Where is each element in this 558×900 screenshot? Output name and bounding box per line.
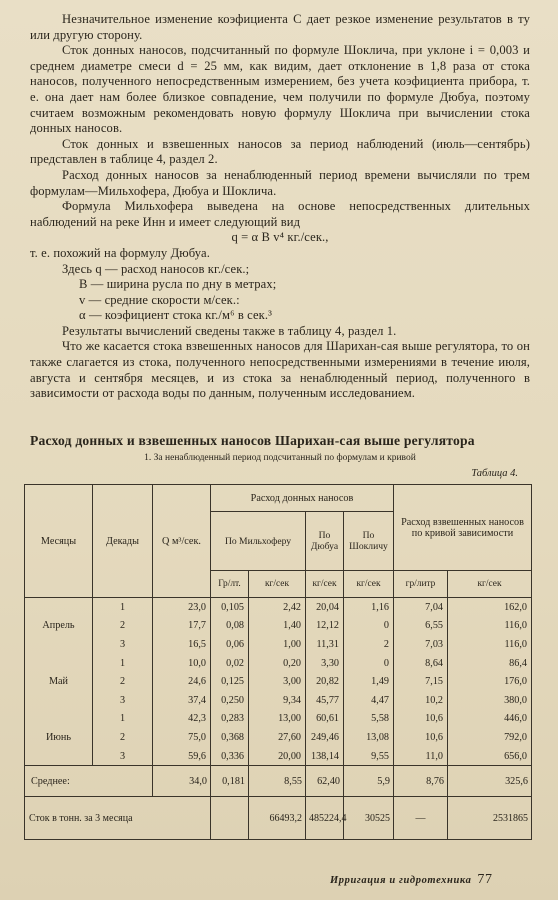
table-cell: 2 <box>344 635 394 654</box>
definition: B — ширина русла по дну в метрах; <box>79 277 277 292</box>
table-cell: 7,04 <box>394 598 448 617</box>
header-decade: Декады <box>93 485 153 598</box>
table-row <box>25 672 532 691</box>
table-cell: 6,55 <box>394 617 448 636</box>
table-cell: 0,368 <box>211 728 249 747</box>
header-month: Месяцы <box>25 485 93 598</box>
table-cell: 5,9 <box>344 766 394 797</box>
table-cell: 3,00 <box>249 672 306 691</box>
table-body <box>25 598 532 766</box>
table-cell: 7,03 <box>394 635 448 654</box>
paragraph: Сток донных и взвешенных наносов за период наблюдений (июль—сентябрь) представлен в таблице 4, раздел 2. <box>30 136 530 167</box>
table-caption: 1. За ненаблюденный период подсчитанный по формулам и кривой <box>144 453 416 463</box>
page-footer <box>330 872 530 888</box>
table-cell: 8,64 <box>394 654 448 673</box>
total-label: Сток в тонн. за 3 месяца <box>25 797 211 840</box>
table-cell: 0,283 <box>211 710 249 729</box>
definition: v — средние скорости м/сек.: <box>79 292 240 307</box>
table-cell: 0,02 <box>211 654 249 673</box>
table-cell: 10,6 <box>394 710 448 729</box>
table-cell: 2 <box>93 728 153 747</box>
table-heading: Расход донных и взвешенных наносов Шарихан-сая выше регулятора <box>30 433 475 448</box>
table-cell: 60,61 <box>306 710 344 729</box>
table-cell: 0,08 <box>211 617 249 636</box>
table-row <box>25 635 532 654</box>
paragraph: Результаты вычислений сведены также в таблицу 4, раздел 1. <box>62 323 397 338</box>
table-cell: 1,00 <box>249 635 306 654</box>
table-row <box>25 728 532 747</box>
table-cell: 11,0 <box>394 747 448 766</box>
table-cell: 3 <box>93 691 153 710</box>
table-cell: 3 <box>93 635 153 654</box>
month-cell <box>25 691 93 710</box>
table-cell: 13,08 <box>344 728 394 747</box>
table-cell: 116,0 <box>448 635 532 654</box>
table-label: Таблица 4. <box>471 468 518 479</box>
table-cell: 656,0 <box>448 747 532 766</box>
table-cell: 1 <box>93 710 153 729</box>
table-cell: 23,0 <box>153 598 211 617</box>
table-cell: 16,5 <box>153 635 211 654</box>
table-cell: 380,0 <box>448 691 532 710</box>
body-text <box>30 12 530 402</box>
table-cell: 162,0 <box>448 598 532 617</box>
header-milhofer: По Мильхоферу <box>211 512 306 571</box>
table-cell: 2,42 <box>249 598 306 617</box>
table-cell: 2 <box>93 672 153 691</box>
table-cell: 86,4 <box>448 654 532 673</box>
paragraph: Незначительное изменение коэфициента С дает резкое изменение результатов в ту или другую сторону. <box>30 12 530 42</box>
table-cell: 37,4 <box>153 691 211 710</box>
table-cell: 34,0 <box>153 766 211 797</box>
table-cell: 0,20 <box>249 654 306 673</box>
table-cell: 30525 <box>344 797 394 840</box>
table-cell: 59,6 <box>153 747 211 766</box>
table-cell: 446,0 <box>448 710 532 729</box>
header-dubua: По Дюбуа <box>306 512 344 571</box>
header-unit: Гр/лт. <box>211 571 249 598</box>
table-cell: 24,6 <box>153 672 211 691</box>
table-cell: 10,0 <box>153 654 211 673</box>
table-cell: 0,105 <box>211 598 249 617</box>
month-cell: Июнь <box>25 728 93 747</box>
table-cell: 42,3 <box>153 710 211 729</box>
table-cell: 1,16 <box>344 598 394 617</box>
table-cell: 0,181 <box>211 766 249 797</box>
table-cell: 0,125 <box>211 672 249 691</box>
table-cell: 9,55 <box>344 747 394 766</box>
table-cell: 3,30 <box>306 654 344 673</box>
table-cell: 12,12 <box>306 617 344 636</box>
table-cell: 0 <box>344 654 394 673</box>
table-row <box>25 654 532 673</box>
table-cell: 325,6 <box>448 766 532 797</box>
table-cell: 10,2 <box>394 691 448 710</box>
month-cell <box>25 598 93 617</box>
table-cell: 62,40 <box>306 766 344 797</box>
table-cell: 249,46 <box>306 728 344 747</box>
table-cell: 10,6 <box>394 728 448 747</box>
table-row <box>25 691 532 710</box>
header-unit: гр/литр <box>394 571 448 598</box>
header-q: Q м³/сек. <box>153 485 211 598</box>
table-cell: 176,0 <box>448 672 532 691</box>
table-row-average <box>25 766 532 797</box>
header-unit: кг/сек <box>249 571 306 598</box>
table-cell: 2531865 <box>448 797 532 840</box>
table-cell: 75,0 <box>153 728 211 747</box>
table-cell: 1 <box>93 598 153 617</box>
paragraph: Расход донных наносов за ненаблюденный период времени вычисляли по трем формулам—Мильхофера, Дюбуа и Шоклича. <box>30 167 530 198</box>
month-cell <box>25 635 93 654</box>
table-cell: 116,0 <box>448 617 532 636</box>
paragraph: Формула Мильхофера выведена на основе непосредственных длительных наблюдений на реке Инн и имеет следующий вид <box>30 199 530 229</box>
table-cell: 27,60 <box>249 728 306 747</box>
table-cell: 0,250 <box>211 691 249 710</box>
table-cell: 20,04 <box>306 598 344 617</box>
table-cell: 8,55 <box>249 766 306 797</box>
paragraph: т. е. похожий на формулу Дюбуа. <box>30 245 210 260</box>
header-bottom-group: Расход донных наносов <box>211 485 394 512</box>
month-cell <box>25 747 93 766</box>
header-unit: кг/сек <box>344 571 394 598</box>
page-number: 77 <box>477 872 493 887</box>
table-row-total <box>25 797 532 840</box>
header-unit: кг/сек <box>448 571 532 598</box>
table-cell: 5,58 <box>344 710 394 729</box>
table-cell: 1,49 <box>344 672 394 691</box>
table-cell: 45,77 <box>306 691 344 710</box>
month-cell: Апрель <box>25 617 93 636</box>
header-unit: кг/сек <box>306 571 344 598</box>
data-table <box>24 484 532 840</box>
table-cell <box>211 797 249 840</box>
table-cell: 8,76 <box>394 766 448 797</box>
table-cell: 0,06 <box>211 635 249 654</box>
table-cell: 2 <box>93 617 153 636</box>
definition: Здесь q — расход наносов кг./сек.; <box>62 261 250 276</box>
formula: q = α B v⁴ кг./сек., <box>231 230 329 245</box>
table-cell: 17,7 <box>153 617 211 636</box>
table-cell: 138,14 <box>306 747 344 766</box>
table-row <box>25 710 532 729</box>
paragraph: Сток донных наносов, подсчитанный по формуле Шоклича, при уклоне i = 0,003 и среднем диаметре смеси d = 25 мм, как видим, дает отклонение в 1,8 раза от стока наносов, полученного непосредственным измерением, без учета коэфициента прибора, т. е. она дает нам более близкое совпадение, чем получили по формуле Дюбуа, поэтому считаем возможным рекомендовать новую формулу Шоклича при вычислении стока донных наносов. <box>30 43 530 136</box>
table-cell: 11,31 <box>306 635 344 654</box>
month-cell <box>25 654 93 673</box>
definition: α — коэфициент стока кг./м⁶ в сек.³ <box>79 308 272 323</box>
table-cell: 485224,4 <box>306 797 344 840</box>
table-cell: 7,15 <box>394 672 448 691</box>
table-cell: 792,0 <box>448 728 532 747</box>
table-cell: 66493,2 <box>249 797 306 840</box>
table-cell: 4,47 <box>344 691 394 710</box>
paragraph: Что же касается стока взвешенных наносов для Шарихан-сая выше регулятора, то он также слагается из стока, полученного непосредственными измерениями в течение июля, августа и сентября месяцев, и из стока за ненаблюденный период, полученного в зависимости от расхода воды по данным, полученным исследованием. <box>30 339 530 401</box>
journal-title: Ирригация и гидротехника <box>330 875 472 886</box>
month-cell: Май <box>25 672 93 691</box>
table-cell: 20,00 <box>249 747 306 766</box>
table-cell: 1 <box>93 654 153 673</box>
table-cell: 0 <box>344 617 394 636</box>
table-row <box>25 598 532 617</box>
header-shoklich: По Шокличу <box>344 512 394 571</box>
table-cell: 1,40 <box>249 617 306 636</box>
table-row <box>25 617 532 636</box>
table-cell: 0,336 <box>211 747 249 766</box>
table-cell: 13,00 <box>249 710 306 729</box>
average-label: Среднее: <box>25 766 153 797</box>
header-susp-group: Расход взвешенных наносов по кривой зависимости <box>394 485 532 571</box>
table-cell: 9,34 <box>249 691 306 710</box>
table-cell: 20,82 <box>306 672 344 691</box>
table-row <box>25 747 532 766</box>
month-cell <box>25 710 93 729</box>
table-cell: — <box>394 797 448 840</box>
table-cell: 3 <box>93 747 153 766</box>
